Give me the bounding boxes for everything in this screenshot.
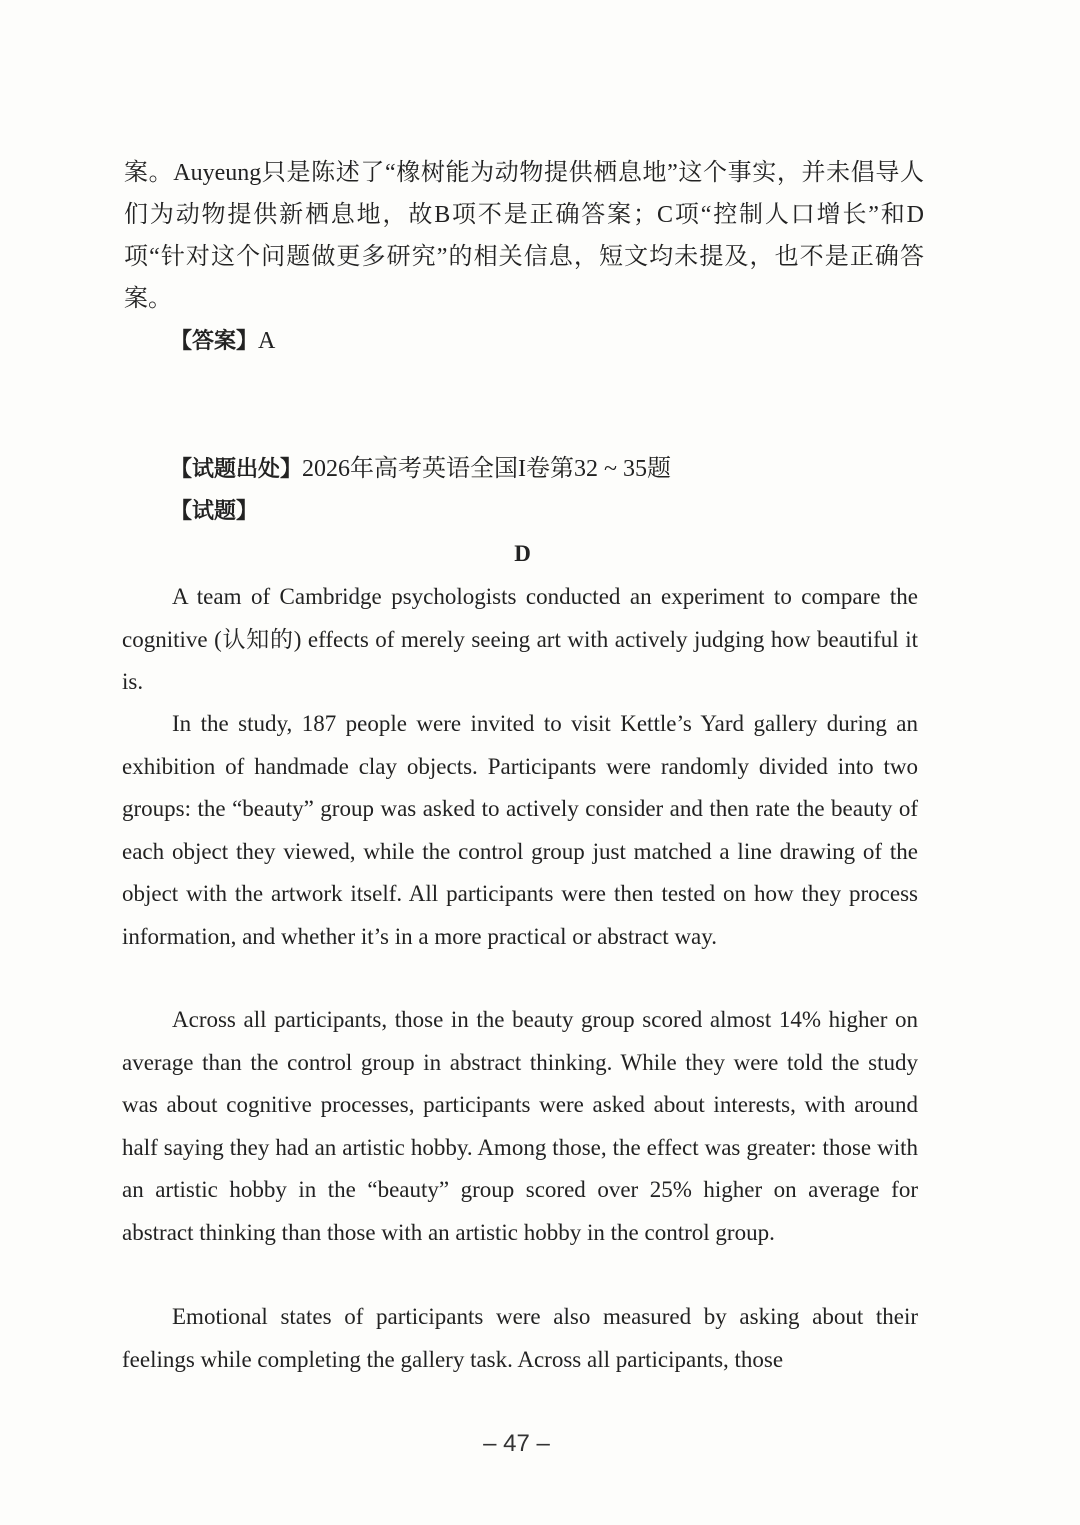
answer-line [170, 320, 275, 363]
passage-paragraph-2: In the study, 187 people were invited to visit Kettle’s Yard gallery during an exhibition of handmade clay objects. Participants were randomly divided into two groups: the “beauty” group was asked to actively consider and then rate the beauty of each object they viewed, while the control group just matched a line drawing of the object with the artwork itself. All participants were then tested on how they process information, and whether it’s in a more practical or abstract way. [122, 711, 918, 949]
passage-paragraph-1: A team of Cambridge psychologists conducted an experiment to compare the cognitive (认知的) effects of merely seeing art with actively judging how beautiful it is. [122, 584, 918, 694]
page-number: – 47 – [483, 1430, 550, 1457]
previous-explanation: 案。Auyeung只是陈述了“橡树能为动物提供栖息地”这个事实，并未倡导人们为动物提供新栖息地，故B项不是正确答案；C项“控制人口增长”和D项“针对这个问题做更多研究”的相关信息，短文均未提及，也不是正确答案。 [124, 160, 924, 312]
question-source-label: 【试题出处】 [170, 457, 303, 482]
answer-value: A [258, 328, 276, 354]
question-source-value: 2026年高考英语全国I卷第32 ~ 35题 [302, 456, 671, 482]
passage-letter: D [514, 541, 531, 566]
question-source-line [170, 448, 671, 491]
passage-paragraph-3: Across all participants, those in the beauty group scored almost 14% higher on average than the control group in abstract thinking. While they were told the study was about cognitive processes, participants were asked about interests, with around half saying they had an artistic hobby. Among those, the effect was greater: those with an artistic hobby in the “beauty” group scored over 25% higher on average for abstract thinking than those with an artistic hobby in the control group. [122, 1007, 918, 1245]
passage-paragraph-4: Emotional states of participants were also measured by asking about their feelings while completing the gallery task. Across all participants, those [122, 1304, 918, 1372]
question-label: 【试题】 [170, 499, 259, 524]
answer-label: 【答案】 [170, 329, 259, 354]
